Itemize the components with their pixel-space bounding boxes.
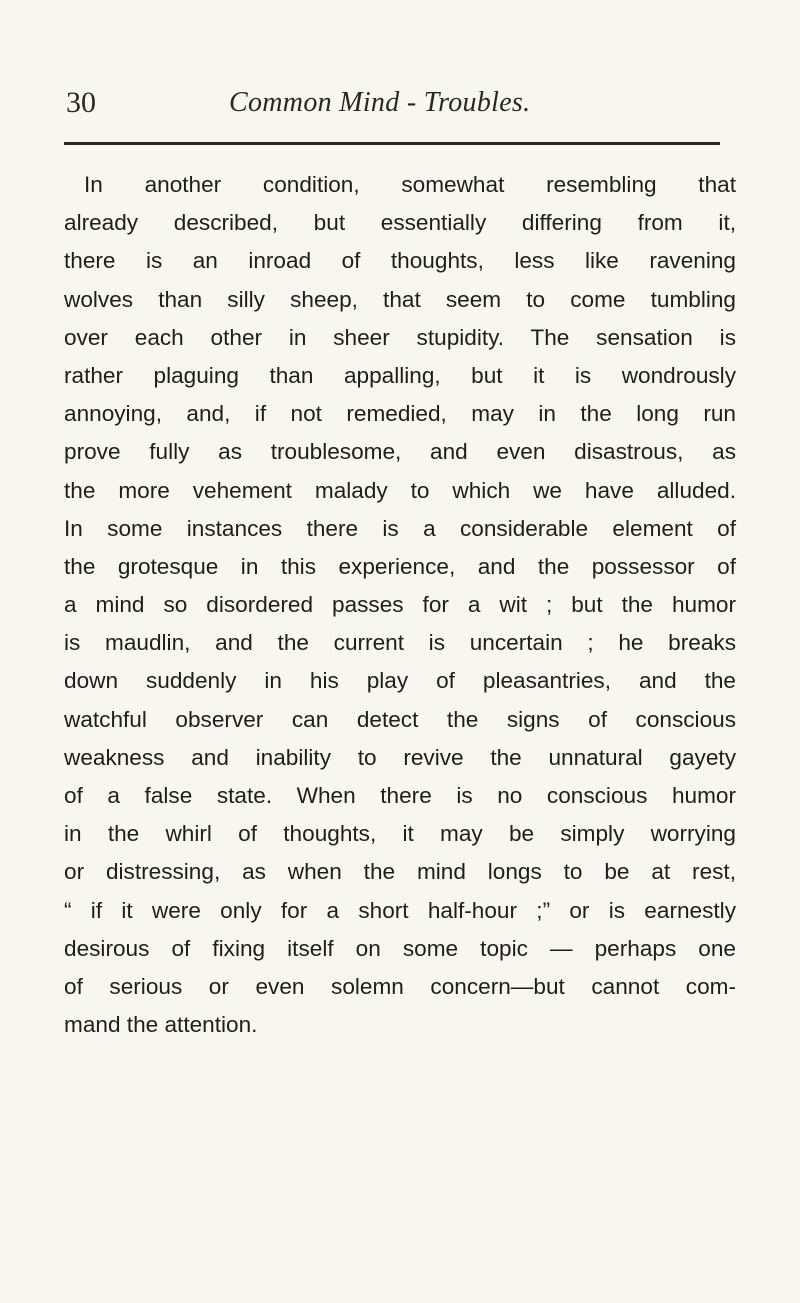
text-line: watchful observer can detect the signs of conscious [64, 706, 736, 732]
text-line: already described, but essentially differing from it, [64, 210, 736, 236]
text-line: In another condition, somewhat resembling that [84, 172, 736, 197]
text-line: in the whirl of thoughts, it may be simply worrying [64, 821, 736, 847]
text-line: of a false state. When there is no conscious humor [64, 783, 736, 808]
text-line: In some instances there is a considerable element of [64, 515, 736, 541]
text-line: wolves than silly sheep, that seem to come tumbling [64, 286, 736, 312]
header-rule [64, 142, 720, 145]
text-line: or distressing, as when the mind longs to be at rest, [64, 859, 736, 885]
text-line: weakness and inability to revive the unnatural gayety [64, 744, 736, 770]
running-title: Common Mind - Troubles. [229, 87, 531, 118]
body-paragraph [64, 166, 744, 1044]
text-line: a mind so disordered passes for a wit ; but the humor [64, 592, 736, 618]
text-line: mand the attention. [64, 1012, 258, 1038]
text-line: prove fully as troublesome, and even disastrous, as [64, 439, 736, 465]
text-line: is maudlin, and the current is uncertain ; he breaks [64, 630, 736, 656]
text-line: “ if it were only for a short half-hour ;” or is earnestly [64, 897, 736, 923]
text-line: annoying, and, if not remedied, may in the long run [64, 401, 736, 427]
text-line: rather plaguing than appalling, but it is wondrously [64, 362, 736, 388]
text-line: there is an inroad of thoughts, less like ravening [64, 248, 736, 274]
text-line: down suddenly in his play of pleasantries, and the [64, 668, 736, 694]
running-head [66, 86, 738, 126]
text-line: desirous of fixing itself on some topic — perhaps one [64, 935, 736, 961]
text-line: the more vehement malady to which we have alluded. [64, 477, 736, 503]
page-number: 30 [66, 86, 96, 119]
text-line: over each other in sheer stupidity. The sensation is [64, 324, 736, 350]
text-line: the grotesque in this experience, and the possessor of [64, 553, 736, 579]
text-line: of serious or even solemn concern—but cannot com- [64, 973, 736, 999]
